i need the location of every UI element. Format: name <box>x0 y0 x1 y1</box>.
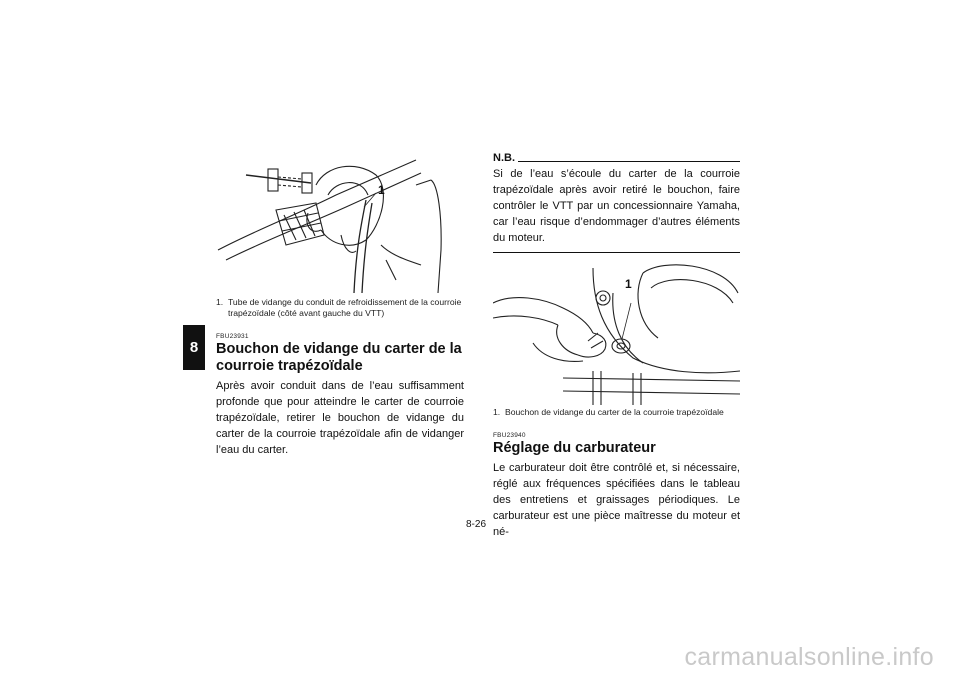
section-code: FBU23940 <box>493 432 526 439</box>
figure-label: 1 <box>378 183 385 197</box>
section-body: Le carburateur doit être contrôlé et, si nécessaire, réglé aux fréquences spécifiées dans le tableau des entretiens et graissages périodiques. Le carburateur est une pièce maîtresse du moteur et né- <box>493 462 740 538</box>
page-number: 8-26 <box>466 519 487 530</box>
note-label: N.B. <box>493 152 515 164</box>
illustration-belt-case-drain-plug <box>493 263 740 405</box>
section-heading: Bouchon de vidange du carter de la courroie trapézoïdale <box>216 341 462 374</box>
left-column <box>216 155 464 458</box>
chapter-tab: 8 <box>183 325 205 370</box>
caption-text: Bouchon de vidange du carter de la courroie trapézoïdale <box>505 407 724 417</box>
note-text: Si de l’eau s’écoule du carter de la courroie trapézoïdale après avoir retiré le bouchon, faire contrôler le VTT par un concessionnaire Yamaha, car l’eau risque d’endommager d’autres éléments du moteur. <box>493 168 740 244</box>
section-code: FBU23931 <box>216 333 249 340</box>
figure-label: 1 <box>625 277 632 291</box>
watermark: carmanualsonline.info <box>684 643 934 671</box>
caption-number: 1. <box>216 297 224 307</box>
figure-caption <box>216 297 464 319</box>
note-end-rule <box>493 252 740 253</box>
note-rule <box>518 161 740 162</box>
caption-number: 1. <box>493 407 501 417</box>
illustration-cooling-duct-drain <box>216 155 456 295</box>
right-column <box>493 150 740 540</box>
figure-caption <box>493 407 740 418</box>
caption-text: Tube de vidange du conduit de refroidissement de la courroie trapézoïdale (côté avant gauche du VTT) <box>228 297 462 318</box>
section-heading: Réglage du carburateur <box>493 440 656 456</box>
section-body: Après avoir conduit dans de l’eau suffisamment profonde que pour atteindre le carter de courroie trapézoïdale, retirer le bouchon de vidange du carter de la courroie trapézoïdale afin de vidanger l’eau du carter. <box>216 380 464 456</box>
note-header <box>493 150 740 164</box>
